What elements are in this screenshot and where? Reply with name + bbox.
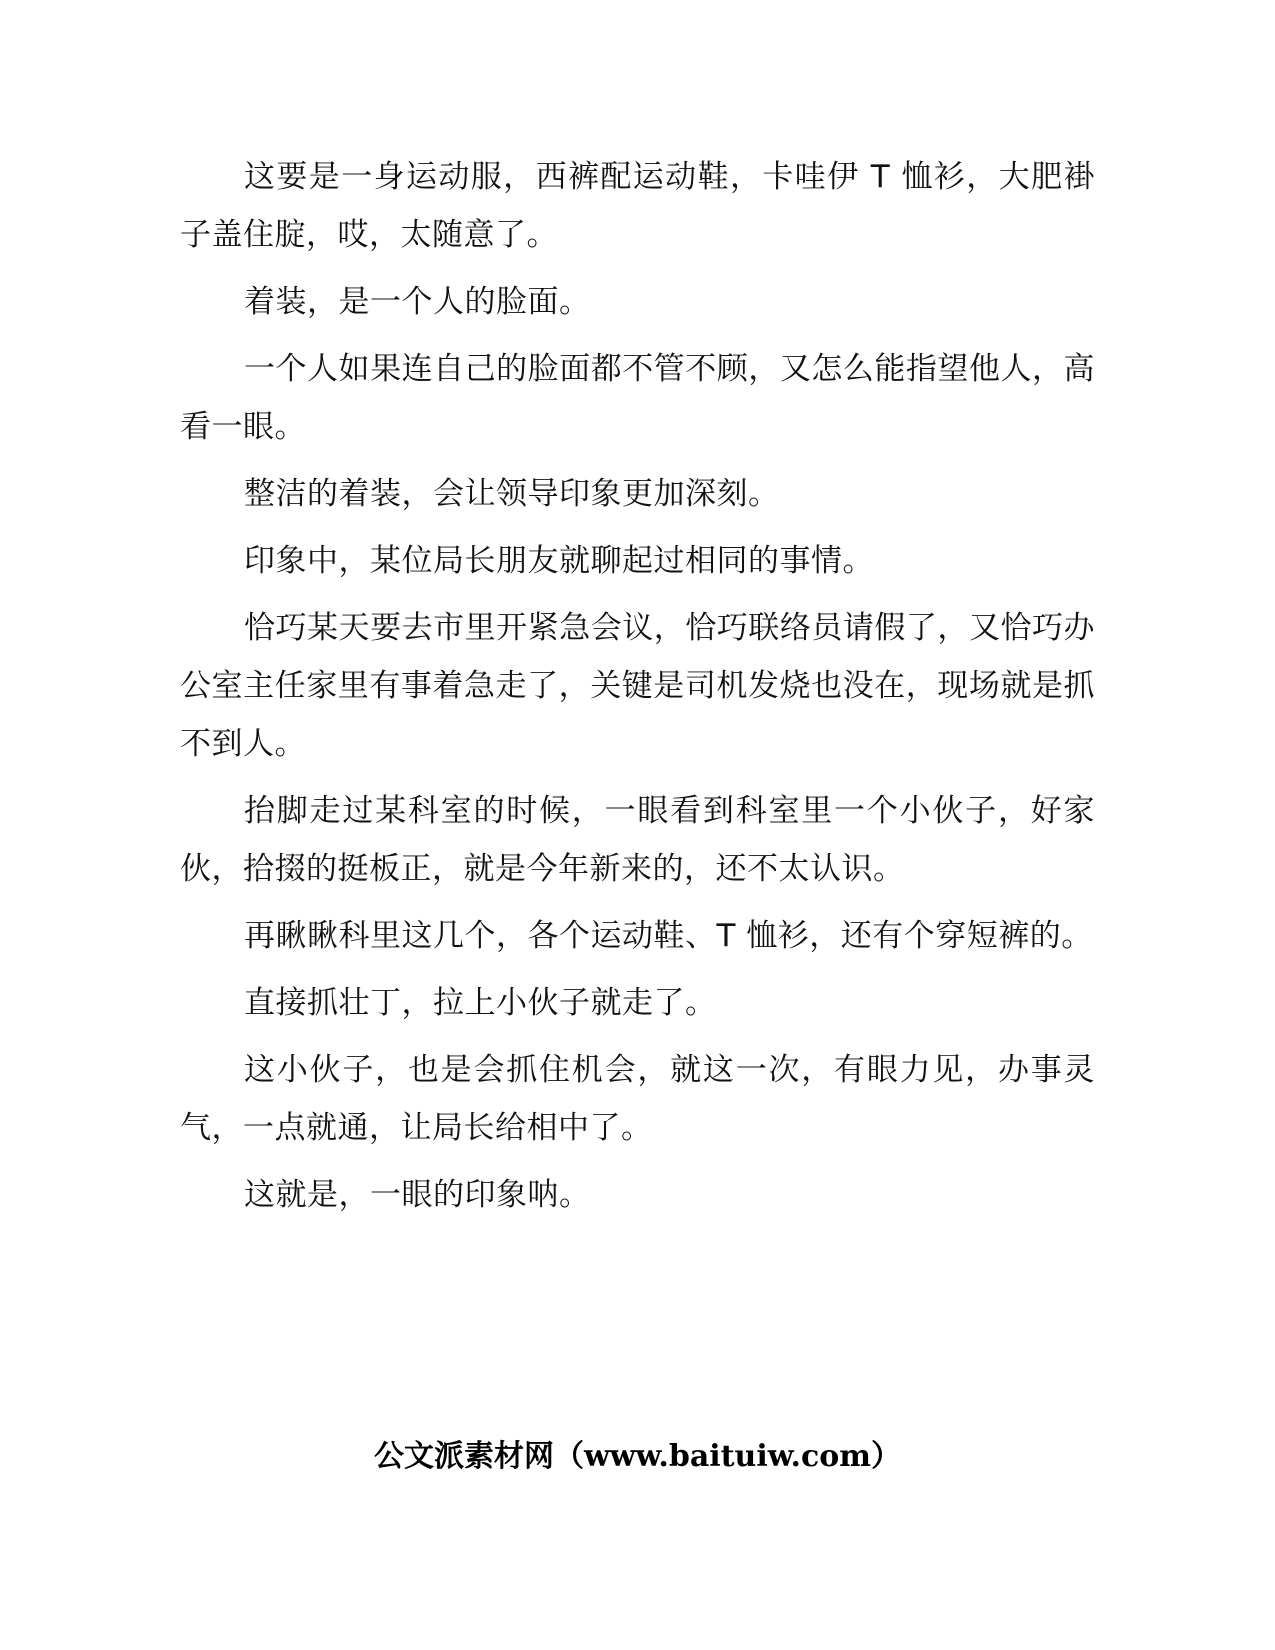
paragraph-9: 直接抓壮丁，拉上小伙子就走了。 <box>244 985 717 1021</box>
paragraph-3: 一个人如果连自己的脸面都不管不顾，又怎么能指望他人，高看一眼。 <box>180 351 1095 445</box>
paragraph-4: 整洁的着装，会让领导印象更加深刻。 <box>244 476 780 512</box>
paragraph-8: 再瞅瞅科里这几个，各个运动鞋、T 恤衫，还有个穿短裤的。 <box>244 918 1093 954</box>
paragraph-7: 抬脚走过某科室的时候，一眼看到科室里一个小伙子，好家伙，拾掇的挺板正，就是今年新来的，还不太认识。 <box>180 793 1095 887</box>
paragraph-1: 这要是一身运动服，西裤配运动鞋，卡哇伊 T 恤衫，大肥褂子盖住腚，哎，太随意了。 <box>180 159 1095 253</box>
paragraph-6: 恰巧某天要去市里开紧急会议，恰巧联络员请假了，又恰巧办公室主任家里有事着急走了，关键是司机发烧也没在，现场就是抓不到人。 <box>180 610 1095 762</box>
paragraph-10: 这小伙子，也是会抓住机会，就这一次，有眼力见，办事灵气，一点就通，让局长给相中了。 <box>180 1052 1095 1146</box>
paragraph-2: 着装，是一个人的脸面。 <box>244 284 591 320</box>
paragraph-5: 印象中，某位局长朋友就聊起过相同的事情。 <box>244 543 874 579</box>
document-body <box>180 148 1095 1233</box>
paragraph-11: 这就是，一眼的印象呐。 <box>244 1177 591 1213</box>
footer-source: 公文派素材网（www.baituiw.com） <box>373 1439 902 1474</box>
